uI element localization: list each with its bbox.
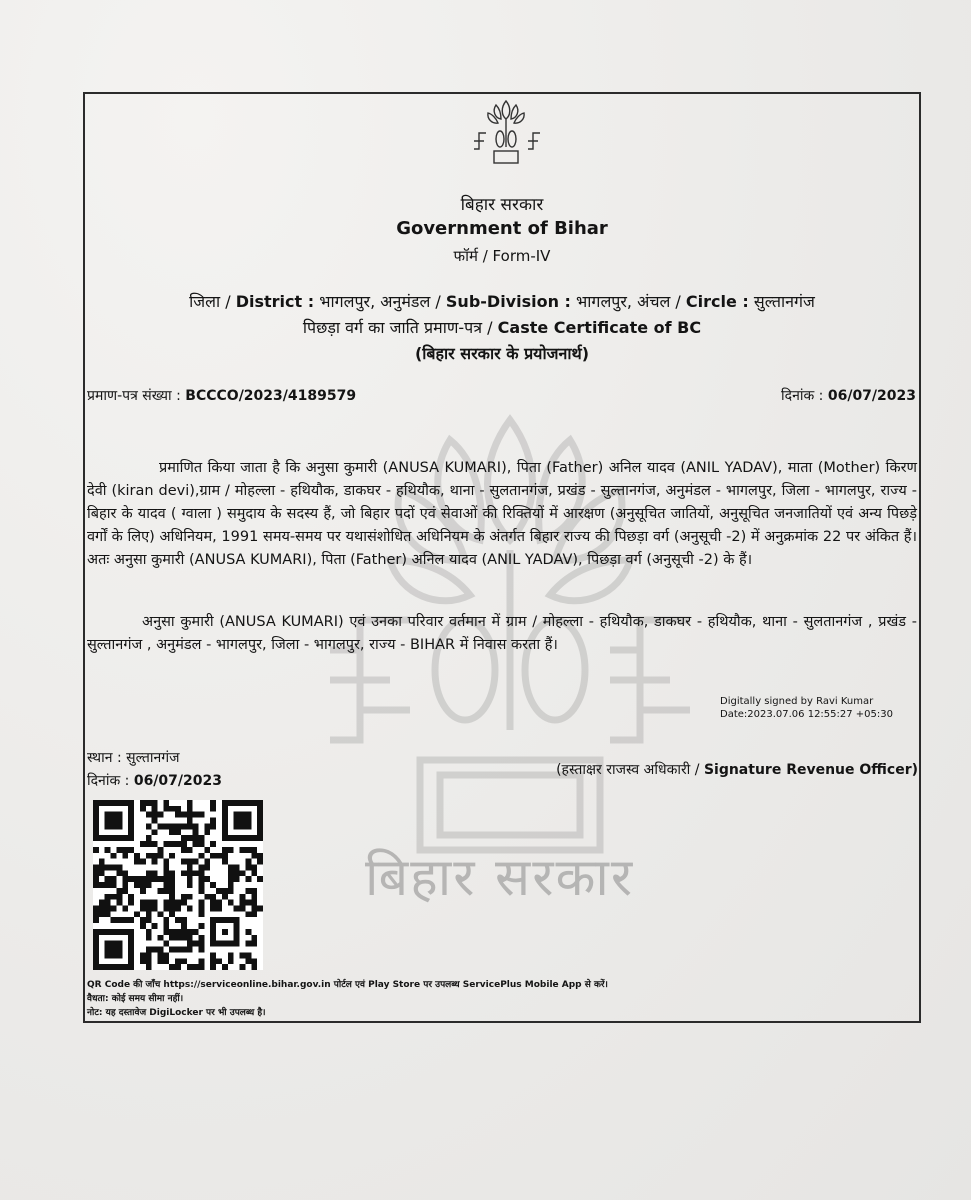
- place-label: स्थान :: [87, 750, 127, 766]
- certificate-number-value: BCCCO/2023/4189579: [185, 388, 357, 404]
- certificate-number: [87, 386, 356, 405]
- validity-note: वैधता: कोई समय सीमा नहीं।: [87, 994, 184, 1004]
- digilocker-note: नोट: यह दस्तावेज DigiLocker पर भी उपलब्ध है।: [87, 1008, 266, 1018]
- place: [87, 747, 222, 770]
- form-label: फॉर्म / Form-IV: [453, 247, 551, 265]
- location-line: [83, 290, 921, 312]
- district-value: भागलपुर, अनुमंडल /: [314, 292, 446, 311]
- district-label-hi: जिला /: [189, 292, 236, 311]
- footer-notes: [87, 978, 608, 1020]
- digital-signature-name: Digitally signed by Ravi Kumar: [720, 696, 874, 707]
- govt-hindi-title: बिहार सरकार: [460, 195, 544, 215]
- place-date-block: [87, 747, 222, 793]
- certificate-purpose: (बिहार सरकार के प्रयोजनार्थ): [414, 344, 590, 363]
- subdivision-value: भागलपुर, अंचल /: [570, 292, 686, 311]
- signature-line-hindi: (हस्ताक्षर राजस्व अधिकारी /: [556, 762, 704, 778]
- watermark-text: बिहार सरकार: [365, 848, 635, 908]
- certificate-title: [83, 316, 921, 338]
- bihar-emblem-icon: [470, 97, 542, 169]
- circle-label: Circle :: [685, 292, 749, 311]
- qr-code[interactable]: [93, 800, 263, 970]
- circle-value: सुल्तानगंज: [748, 292, 815, 311]
- date-bottom-value: 06/07/2023: [133, 773, 222, 789]
- subdivision-label: Sub-Division :: [445, 292, 571, 311]
- date-bottom-label: दिनांक :: [87, 773, 134, 789]
- digital-signature: [720, 695, 893, 721]
- certificate-title-hindi: पिछड़ा वर्ग का जाति प्रमाण-पत्र /: [302, 318, 498, 337]
- certificate-paragraph-1: प्रमाणित किया जाता है कि अनुसा कुमारी (ANUSA KUMARI), पिता (Father) अनिल यादव (ANIL YADAV), माता (Mother) किरण देवी (kiran devi),ग्राम / मोहल्ला - हथियौक, डाकघर - हथियौक, थाना - सुलतानगंज, प्रखंड - सुल्तानगंज, अनुमंडल - भागलपुर, जिला - भागलपुर, राज्य - बिहार के यादव ( ग्वाला ) समुदाय के सदस्य हैं, जो बिहार पदों एवं सेवाओं की रिक्तियों में आरक्षण (अनुसूचित जातियों, अनुसूचित जनजातियों एवं अन्य पिछड़े वर्गों के लिए) अधिनियम, 1991 समय-समय पर यथासंशोधित अधिनियम के अंतर्गत बिहार राज्य की पिछड़ा वर्ग (अनुसूची -2) में अनुक्रमांक 22 पर अंकित हैं। अतः अनुसा कुमारी (ANUSA KUMARI), पिता (Father) अनिल यादव (ANIL YADAV), पिछड़ा वर्ग (अनुसूची -2) के हैं।: [87, 460, 917, 568]
- date-top-value: 06/07/2023: [827, 388, 916, 404]
- certificate-paragraph-2: अनुसा कुमारी (ANUSA KUMARI) एवं उनका परिवार वर्तमान में ग्राम / मोहल्ला - हथियौक, डाकघर - हथियौक, थाना - सुलतानगंज , प्रखंड - सुल्तानगंज , अनुमंडल - भागलपुर, जिला - भागलपुर, राज्य - BIHAR में निवास करता हैं।: [87, 614, 917, 653]
- signature-line: [556, 760, 918, 779]
- date-bottom: [87, 770, 222, 793]
- certificate-number-label: प्रमाण-पत्र संख्या :: [87, 388, 186, 404]
- digital-signature-date: Date:2023.07.06 12:55:27 +05:30: [720, 709, 893, 720]
- qr-note: QR Code की जाँच https://serviceonline.bihar.gov.in पोर्टल एवं Play Store पर उपलब्ध ServicePlus Mobile App से करें।: [87, 980, 608, 990]
- date-top-label: दिनांक :: [781, 388, 828, 404]
- place-value: सुल्तानगंज: [126, 750, 180, 766]
- signature-line-english: Signature Revenue Officer): [703, 762, 918, 778]
- district-label: District :: [235, 292, 315, 311]
- date-top: [781, 386, 916, 405]
- govt-english-title: Government of Bihar: [396, 218, 608, 239]
- certificate-title-english: Caste Certificate of BC: [497, 318, 702, 337]
